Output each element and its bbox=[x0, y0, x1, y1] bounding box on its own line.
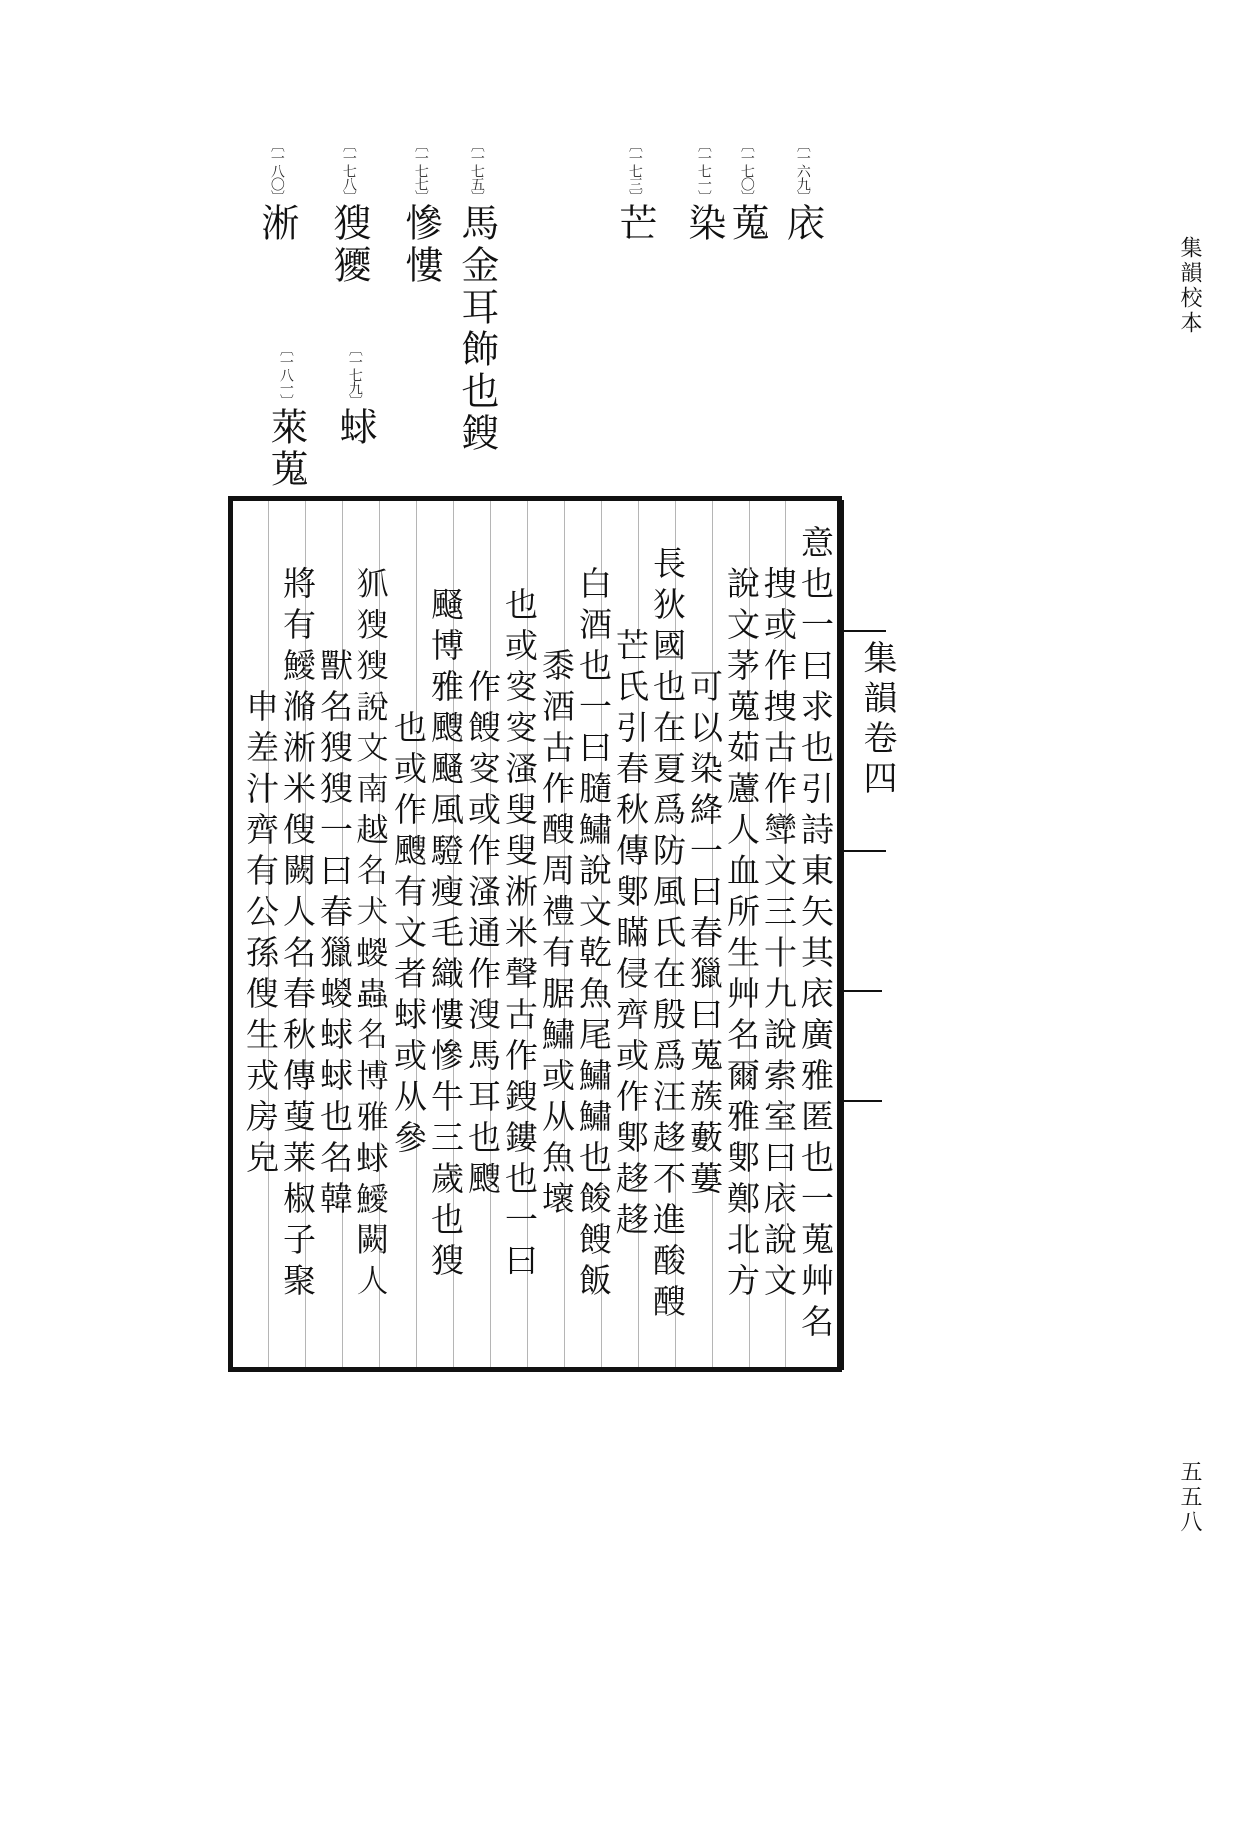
note-text: 獀獿 bbox=[326, 203, 371, 287]
note-number: 〔一八〇〕 bbox=[268, 138, 285, 203]
note-number: 〔一七七〕 bbox=[412, 138, 429, 203]
note-number: 〔一七五〕 bbox=[468, 138, 485, 203]
note-number: 〔一六九〕 bbox=[794, 138, 811, 203]
text-column-3: 說文茅蒐茹藘人血所生艸名爾雅鄋鄭北方 bbox=[722, 566, 761, 1304]
note-text: 染 bbox=[681, 203, 726, 245]
note-text: 蛷 bbox=[332, 407, 377, 449]
note-text: 淅 bbox=[254, 203, 299, 245]
text-column-7: 白酒也一曰膸鱐說文乾魚尾鱐鱐也餕餿飯 bbox=[574, 566, 613, 1304]
text-column-4: 可以染絳一曰春獵曰蒐蔟藪蔞 bbox=[685, 668, 724, 1202]
note-text: 萊蒐 bbox=[263, 407, 308, 491]
note-170 bbox=[724, 138, 769, 245]
banxin-fish-tail bbox=[842, 990, 882, 992]
note-180 bbox=[254, 138, 299, 245]
note-169 bbox=[780, 138, 825, 245]
note-178 bbox=[326, 138, 371, 287]
note-text: 芒 bbox=[612, 203, 657, 245]
banxin-fish-tail bbox=[842, 1100, 882, 1102]
note-text: 庡 bbox=[780, 203, 825, 245]
banxin bbox=[842, 500, 892, 1370]
running-head: 集韻校本 bbox=[1177, 236, 1202, 336]
note-number: 〔一八一〕 bbox=[277, 342, 294, 407]
note-number: 〔一七八〕 bbox=[340, 138, 357, 203]
note-179 bbox=[332, 342, 377, 449]
note-173 bbox=[612, 138, 657, 245]
banxin-fish-tail bbox=[842, 850, 886, 852]
woodblock-frame bbox=[228, 496, 842, 1372]
note-177 bbox=[398, 138, 443, 287]
note-number: 〔一七〇〕 bbox=[738, 138, 755, 203]
note-text: 馬金耳飾也鎪 bbox=[454, 203, 499, 455]
page-number: 五五八 bbox=[1177, 1460, 1202, 1535]
text-column-14: 獸名獀獀一曰春獵蝬蛷蛷也名韓 bbox=[315, 648, 354, 1222]
text-column-15: 將有鱫滫淅米傁闕人名春秋傳蓃莱椒子聚 bbox=[278, 566, 317, 1304]
note-number: 〔一七九〕 bbox=[346, 342, 363, 407]
text-column-16: 申差汁齊有公孫傁生戎房皃 bbox=[241, 689, 280, 1181]
text-column-11: 颾博雅颼颾風䮴瘦毛織慺慘牛三歲也獀 bbox=[426, 586, 465, 1284]
text-column-12: 也或作颼有文者蛷或从參 bbox=[389, 709, 428, 1161]
banxin-title: 集韻卷四 bbox=[857, 640, 897, 800]
banxin-fish-tail bbox=[842, 630, 886, 632]
note-171 bbox=[681, 138, 726, 245]
text-column-9: 也或叜叜溞叟叟淅米聲古作鎪鏤也一曰 bbox=[500, 586, 539, 1284]
note-text: 蒐 bbox=[724, 203, 769, 245]
text-column-5: 長狄國也在夏爲防風氏在殷爲汪趍不進酸醙 bbox=[648, 545, 687, 1325]
text-column-6: 芒氏引春秋傳鄋瞞侵齊或作鄋趍趍 bbox=[611, 627, 650, 1243]
note-text: 慘慺 bbox=[398, 203, 443, 287]
note-number: 〔一七三〕 bbox=[626, 138, 643, 203]
note-number: 〔一七一〕 bbox=[695, 138, 712, 203]
text-columns bbox=[233, 501, 837, 1367]
text-column-8: 黍酒古作醙周禮有腒鱐或从魚壞 bbox=[537, 648, 576, 1222]
text-column-10: 作餿叜或作溞通作溲馬耳也颼 bbox=[463, 668, 502, 1202]
text-column-13: 𤜶獀獀說文南越名犬蝬蟲名博雅蛷鱫闕人 bbox=[352, 566, 391, 1304]
text-column-2: 捜或作捜古作㪻文三十九說索室曰庡說文 bbox=[759, 566, 798, 1304]
text-column-1: 意也一曰求也引詩東矢其庡廣雅匿也一蒐艸名 bbox=[796, 525, 835, 1345]
note-181 bbox=[263, 342, 308, 491]
note-175 bbox=[454, 138, 499, 455]
